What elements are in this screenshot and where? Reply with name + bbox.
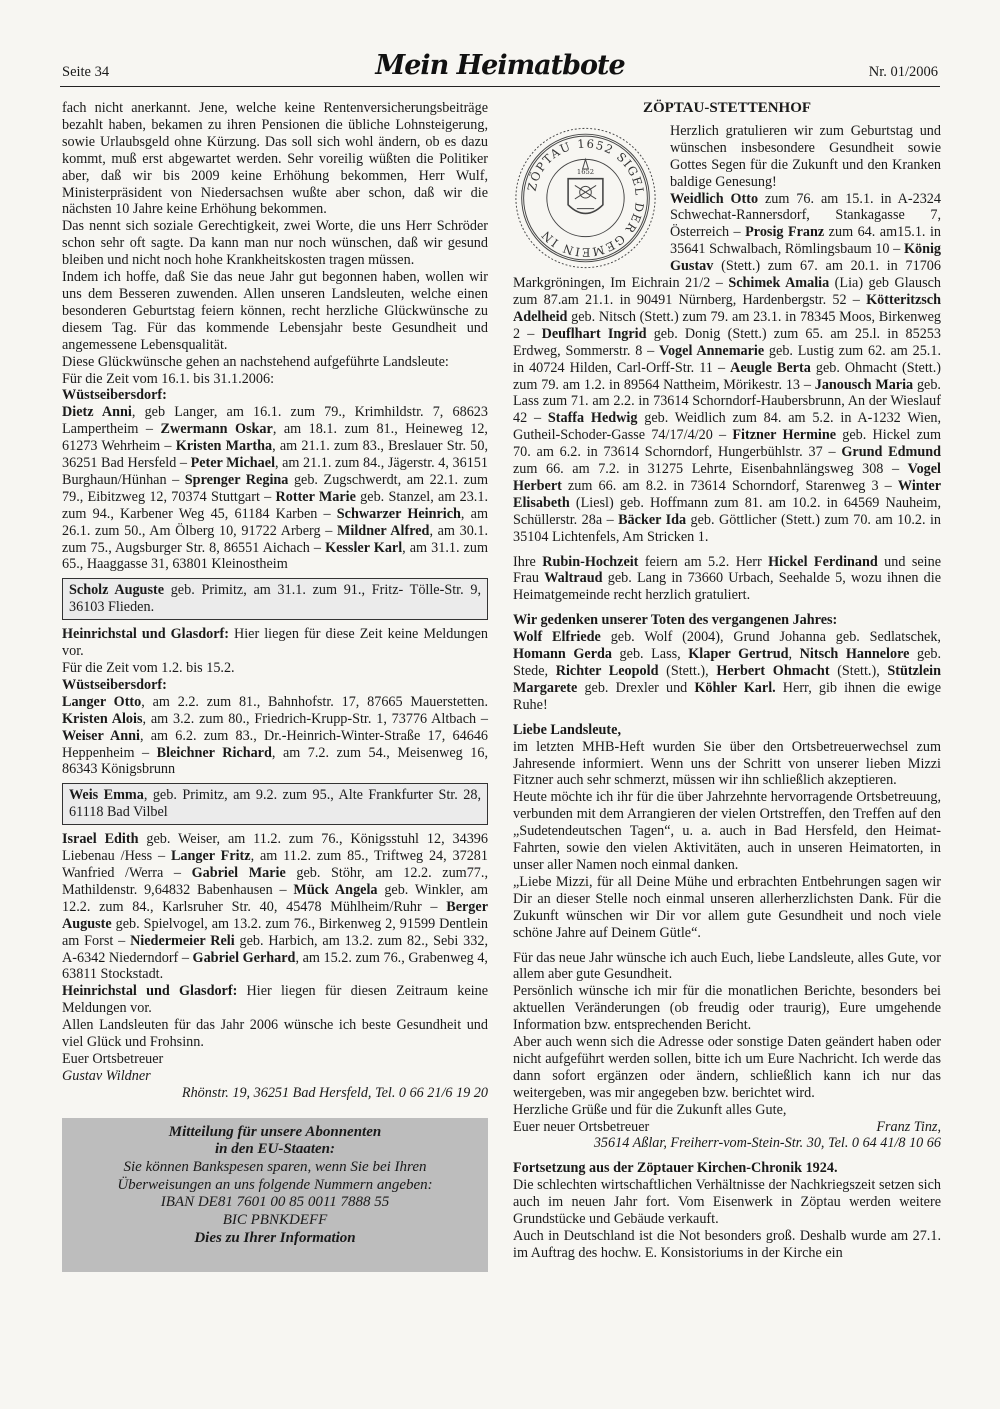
entry-text: (Stett.) zum 67. am 20.1. in 71706 Markgröningen, Im Eichrain 21/2 – — [513, 258, 941, 292]
entry-text: (Lia) geb Glausch zum 87.am 21.1. in 90491 Nürnberg, Hardenbergstr. 52 – — [513, 275, 941, 308]
person-name: Berger Auguste — [62, 898, 488, 932]
spacer — [513, 714, 941, 722]
entry-text: zum 66. am 7.2. in 31275 Lehrte, Eisenbahnlängsweg 308 – — [513, 461, 908, 478]
seal-inscription: ZÖPTAU 1652 SIGEL DER GEMEIN IN — [524, 136, 647, 260]
entry-text: geb. Winkler, am 12.2. zum 84., Karlsruher Str. 40, 45478 Mühlheim/Ruhr – — [62, 881, 488, 915]
signature-address: Rhönstr. 19, 36251 Bad Hersfeld, Tel. 0 66 21/6 19 20 — [181, 1084, 488, 1101]
person-name: Hickel Ferdinand — [768, 553, 878, 570]
entry-text: geb. Lustig zum 62. am 25.1. in 40724 Hilden, Carl-Orff-Str. 11 – — [513, 342, 941, 376]
spacer — [513, 546, 941, 554]
entry-text: zum 76. am 15.1. in A-2324 Schwechat-Rannersdorf, Stankagasse 7, Österreich – — [670, 190, 941, 241]
person-name: Deuflhart Ingrid — [541, 325, 647, 342]
person-name: Winter Elisabeth — [513, 477, 941, 511]
paragraph: Persönlich wünsche ich mir für die monatlichen Berichte, besonders bei aktuellen Veränderungen (ob freudig oder traurig), Eure umgehende Information bzw. entsprechenden Bericht. — [513, 983, 941, 1034]
notice-subtitle: in den EU-Staaten: — [214, 1141, 335, 1158]
person-name: Wolf Elfriede — [513, 629, 601, 646]
notice-iban: IBAN DE81 7601 00 85 0011 7888 55 — [160, 1194, 390, 1211]
entry-text: , am 15.2. zum 76., Grabenweg 4, 63811 Stockstadt. — [62, 949, 488, 983]
person-name: Scholz Auguste — [69, 582, 164, 599]
paragraph: Heute möchte ich ihr für die über Jahrzehnte hervorragende Ortsbetreuung, verbunden mit dem Arrangieren der vielen Ortstreffen, den Treffen auf den „Sudetendeutschen Tagen“, u. a. auch in Bad Hersfeld, den Heimat-Fahrten, sowie den vielen Aktivitäten, auch in unseren Heimatorten, in unser aller Namen noch einmal danken. — [513, 789, 941, 873]
person-name: Sprenger Regina — [184, 471, 289, 488]
period-label: Für die Zeit vom 1.2. bis 15.2. — [62, 660, 235, 676]
person-name: Stützlein Margarete — [513, 663, 941, 696]
person-name: Nitsch Hannelore — [799, 646, 910, 663]
person-name: Köhler Karl. — [694, 679, 776, 696]
spacer — [513, 942, 941, 950]
person-name: Aeugle Berta — [730, 359, 811, 376]
entry-text: geb. Göttlicher (Stett.) zum 70. am 10.2. in 35104 Lichtenfels, Am Stricken 1. — [513, 511, 941, 545]
notice-line: Sie können Bankspesen sparen, wenn Sie bei Ihren — [123, 1159, 427, 1176]
birthday-list — [62, 694, 488, 779]
entry-text: geb. Stanzel, am 23.1. zum 94., Karbener Weg 45, 61184 Karben – — [62, 488, 488, 522]
entry-text: geb. Lass, — [612, 646, 689, 663]
entry-text: (Liesl) geb. Hoffmann zum 81. am 10.2. in 64569 Nauheim, Schüllerstr. 28a – — [513, 494, 941, 528]
entry-text: , am 7.2. zum 54., Meisenweg 16, 86343 Königsbrunn — [62, 744, 488, 778]
person-name: Mück Angela — [293, 881, 378, 898]
section-heading: Heinrichstal und Glasdorf: — [62, 983, 238, 1000]
entry-text: geb. Ohmacht (Stett.) zum 79. am 1.2. in 89564 Nattheim, Mörikestr. 13 – — [513, 359, 941, 393]
entry-text: , am 21.1. zum 83., Breslauer Str. 50, 36251 Bad Hersfeld – — [62, 438, 488, 472]
anniversary-paragraph — [513, 554, 941, 605]
section-heading: Wüstseibersdorf: — [62, 676, 167, 693]
entry-text: geb. Weiser, am 11.2. zum 76., Königsstuhl 12, 34396 Liebenau /Hess – — [62, 831, 488, 865]
entry-text: , am 30.1. zum 75., Augsburger Str. 8, 86551 Aichach – — [62, 522, 488, 556]
notice-bic: BIC PBNKDEFF — [222, 1212, 328, 1229]
person-name: Rotter Marie — [275, 488, 356, 505]
entry-text: geb. Stöhr, am 12.2. zum77., Mathildenstr. 9,64832 Babenhausen – — [62, 864, 488, 898]
paragraph: Indem ich hoffe, daß Sie das neue Jahr gut begonnen haben, wollen wir uns dem Besseren zuwenden. Allen unseren Landsleuten, welche einen besonderen Geburtstag feiern können, recht herzliche Glückwünsche zu diesem Tag. Für das kommende Lebensjahr beste Gesundheit und angemessene Lebensqualität. — [62, 269, 488, 353]
entry-text: geb. Lass zum 71. am 2.2. in 73614 Schorndorf-Haubersbrunn, An der Wieslauf 42 – — [513, 376, 941, 427]
section-heading: Wir gedenken unserer Toten des vergangenen Jahres: — [513, 612, 838, 629]
entry-text: geb. Zugschwerdt, am 22.1. zum 79., Eibitzweg 12, 70374 Stuttgart – — [62, 471, 488, 505]
entry-text: zum 66. am 8.2. in 73614 Schorndorf, Starenweg 3 – — [561, 477, 898, 494]
spacer — [513, 604, 941, 612]
entry-text: feiern am 5.2. Herr — [638, 553, 769, 570]
section-heading: Liebe Landsleute, — [513, 721, 621, 738]
paragraph: Das nennt sich soziale Gerechtigkeit, zwei Worte, die uns Herr Schröder schon sehr oft sagte. Da kann man nur noch wünschen, daß wir gesund bleiben und nicht noch hohe Krankheitskosten tragen müssen. — [62, 218, 488, 269]
paragraph: Auch in Deutschland ist die Not besonders groß. Deshalb wurde am 27.1. im Auftrag des hochw. E. Konsistoriums in der Kirche ein — [513, 1228, 941, 1261]
entry-text: , am 6.2. zum 83., Dr.-Heinrich-Winter-Straße 17, 64646 Heppenheim – — [62, 727, 489, 761]
entry-text: , — [788, 646, 800, 663]
subscriber-notice — [62, 1118, 488, 1272]
paragraph — [62, 626, 488, 660]
entry-text: , geb Langer, am 16.1. zum 79., Krimhildstr. 7, 68623 Lampertheim – — [62, 404, 488, 438]
person-name: Herbert Ohmacht — [716, 663, 830, 679]
paragraph: Diese Glückwünsche gehen an nachstehend aufgeführte Landsleute: — [62, 353, 449, 370]
entry-text: geb. Harbich, am 13.2. zum 82., Sebi 332, A-6342 Niederndorf – — [62, 932, 488, 966]
person-name: Langer Fritz — [170, 848, 251, 865]
person-name: Peter Michael — [190, 455, 276, 472]
person-name: Kessler Karl — [325, 539, 403, 556]
issue-number: Nr. 01/2006 — [868, 64, 938, 80]
paragraph — [62, 983, 488, 1017]
entry-text: Hier liegen für diese Zeit keine Meldungen vor. — [62, 626, 488, 660]
signature-name: Franz Tinz, — [876, 1118, 941, 1135]
paragraph: Die schlechten wirtschaftlichen Verhältnisse der Nachkriegszeit setzen sich auch im neuen Jahr fort. Vom Eisenwerk in Zöptau werden weitere Grundstücke und Gebäude verkauft. — [513, 1177, 941, 1228]
person-name: Vogel Annemarie — [659, 342, 765, 359]
entry-text: , am 26.1. zum 50., Am Ölberg 10, 91722 Arberg – — [62, 505, 488, 539]
person-name: Weidlich Otto — [670, 190, 759, 207]
signature-name: Gustav Wildner — [62, 1067, 151, 1084]
person-name: Janousch Maria — [814, 376, 914, 393]
person-name: Langer Otto — [62, 693, 142, 710]
person-name: Weiser Anni — [62, 727, 140, 744]
entry-text: Ihre — [513, 553, 543, 570]
person-name: Mildner Alfred — [337, 522, 430, 539]
header-rule — [60, 86, 940, 87]
notice-title: Mitteilung für unsere Abonnenten — [168, 1123, 382, 1140]
highlight-box — [62, 578, 488, 620]
right-column — [513, 100, 941, 1262]
person-name: Israel Edith — [62, 831, 139, 848]
highlight-box — [62, 783, 488, 825]
paragraph: „Liebe Mizzi, für all Deine Mühe und erbrachten Entbehrungen sagen wir Dir an dieser Stelle noch einmal unseren allerherzlichsten Dank. Für die Zukunft wünschen wir Dir vor allem gute Gesundheit und noch viele schöne Jahre auf Deinem Gütle“. — [513, 873, 941, 941]
entry-text: geb. Wolf (2004), Grund Johanna geb. Sedlatschek, — [600, 629, 941, 646]
person-name: Rubin-Hochzeit — [542, 553, 639, 570]
paragraph: im letzten MHB-Heft wurden Sie über den Ortsbetreuerwechsel zum Jahresende informiert. Wenn uns der Schritt von unserer lieben Mizzi Fitzner auch sehr schmerzt, müssen wir ihn schließlich akzeptieren. — [513, 738, 941, 789]
entry-text: geb. Drexler und — [577, 679, 695, 696]
entry-text: geb. Stede, — [513, 646, 942, 679]
entry-text: (Stett.), — [829, 663, 888, 679]
person-name: Richter Leopold — [555, 663, 659, 679]
closing-paragraph: Allen Landsleuten für das Jahr 2006 wünsche ich beste Gesundheit und viel Glück und Frohsinn. — [62, 1017, 488, 1051]
period-label: Für die Zeit vom 16.1. bis 31.1.2006: — [62, 370, 275, 387]
person-name: Kristen Martha — [175, 438, 273, 455]
entry-text: zum 64. am15.1. in 35641 Schwalbach, Römlingsbaum 10 – — [670, 224, 941, 258]
person-name: König Gustav — [670, 241, 941, 275]
masthead-logo: Mein Heimatbote — [375, 50, 625, 81]
entry-text: Herr, gib ihnen die ewige Ruhe! — [513, 679, 941, 713]
paragraph: Herzliche Grüße und für die Zukunft alles Gute, — [513, 1101, 787, 1118]
entry-text: (Stett.), — [658, 663, 717, 679]
entry-text: geb. Donig (Stett.) zum 65. am 25.l. in 85253 Erdweg, Sommerstr. 8 – — [513, 325, 941, 359]
greeting-paragraph: Herzlich gratulieren wir zum Geburtstag und wünschen insbesondere Gesundheit sowie Gottes Segen für die Zukunft und den Kranken baldige Genesung! — [670, 122, 941, 190]
person-name: Bäcker Ida — [618, 511, 687, 528]
left-column — [62, 100, 488, 1272]
entry-text: , am 11.2. zum 85., Triftweg 24, 37281 Wanfried /Werra – — [62, 848, 488, 881]
section-heading: Wüstseibersdorf: — [62, 387, 167, 404]
entry-text: , am 18.1. zum 81., Heineweg 12, 61273 Wehrheim – — [62, 421, 488, 455]
entry-text: geb. Spielvogel, am 13.2. zum 76., Birkenweg 2, 91599 Dentlein am Forst – — [62, 915, 488, 949]
person-name: Schwarzer Heinrich — [336, 505, 461, 522]
signature-address: 35614 Aßlar, Freiherr-vom-Stein-Str. 30, Tel. 0 64 41/8 10 66 — [593, 1135, 941, 1152]
person-name: Kötteritzsch Adelheid — [513, 291, 941, 325]
person-name: Vogel Herbert — [513, 461, 941, 494]
notice-footer: Dies zu Ihrer Information — [194, 1229, 356, 1246]
person-name: Staffa Hedwig — [547, 410, 638, 427]
obituary-list — [513, 629, 941, 714]
entry-text: geb. Primitz, am 31.1. zum 91., Fritz- Tölle-Str. 9, 36103 Flieden. — [69, 582, 481, 616]
birthday-list — [62, 404, 488, 573]
signature-role: Euer neuer Ortsbetreuer — [513, 1118, 650, 1135]
entry-text: geb. Lang in 73660 Urbach, Seehalde 5, wozu ihnen die Heimatgemeinde recht herzlich gratuliert. — [513, 570, 941, 604]
person-name: Homann Gerda — [513, 646, 612, 663]
person-name: Prosig Franz — [745, 224, 825, 241]
person-name: Zwermann Oskar — [160, 421, 273, 438]
person-name: Dietz Anni — [62, 404, 132, 421]
signature-role: Euer Ortsbetreuer — [62, 1050, 164, 1067]
entry-text: , am 31.1. zum 65., Haaggasse 31, 63801 Kleinostheim — [62, 539, 488, 573]
entry-text: , am 2.2. zum 81., Bahnhofstr. 17, 87665 Mauerstetten. — [141, 693, 488, 710]
intro-paragraph: fach nicht anerkannt. Jene, welche keine Rentenversicherungsbeiträge bezahlt haben, bekamen zu ihren Pensionen die übliche Lohnsteigerung, sowie Urlaubsgeld ohne Kürzung. Das soll sich wohl ändern, ob es dazu kommt, muß erst abgewartet werden. Sehr voreilig wüßten die Politiker aber, daß wir bis 2009 keine Erhöhung bekommen, Herr Wulf, Ministerpräsident von Niedersachsen wußte aber schon, daß wir die nächsten 10 Jahre keine Erhöhung bekommen. — [62, 100, 488, 218]
entry-text: , geb. Primitz, am 9.2. zum 95., Alte Frankfurter Str. 28, 61118 Bad Vilbel — [69, 787, 481, 821]
person-name: Schimek Amalia — [728, 275, 830, 292]
section-heading: Heinrichstal und Glasdorf: — [62, 626, 229, 643]
entry-text: geb. Nitsch (Stett.) zum 79. am 23.1. in 78345 Moos, Birkenweg 2 – — [513, 308, 941, 342]
person-name: Bleichner Richard — [156, 744, 272, 761]
person-name: Weis Emma — [69, 787, 144, 804]
person-name: Kristen Alois — [62, 710, 143, 727]
entry-text: geb. Hickel zum 70. am 6.2. in 73614 Schorndorf, Hungerbühlstr. 37 – — [513, 427, 941, 461]
entry-text: Hier liegen für diesen Zeitraum keine Meldungen vor. — [62, 983, 488, 1017]
person-name: Gabriel Gerhard — [192, 949, 296, 966]
birthday-list — [62, 831, 488, 983]
village-seal-image — [513, 123, 658, 273]
entry-text: , am 21.1. zum 84., Jägerstr. 4, 36151 Burghaun/Hünhan – — [62, 455, 488, 488]
signature-row — [513, 1119, 941, 1136]
person-name: Niedermeier Reli — [130, 932, 235, 949]
paragraph: Aber auch wenn sich die Adresse oder sonstige Daten geändert haben oder nicht aufgeführt werden sollen, bitte ich um Eure Nachricht. Ich werde das dann sofort ergänzen oder ändern, schließlich kann ich nur das weitergeben, was mir angegeben bzw. berichtet wird. — [513, 1034, 941, 1101]
spacer — [513, 1152, 941, 1160]
person-name: Klaper Gertrud — [688, 646, 789, 663]
person-name: Gabriel Marie — [191, 864, 286, 881]
entry-text: , am 3.2. zum 80., Friedrich-Krupp-Str. 1, 73776 Altbach – — [142, 710, 488, 727]
person-name: Grund Edmund — [841, 444, 941, 461]
notice-line: Überweisungen an uns folgende Nummern angeben: — [117, 1176, 433, 1193]
entry-text: geb. Weidlich zum 84. am 5.2. in A-1232 Wien, Gutheil-Schoder-Gasse 74/17/4/20 – — [513, 410, 942, 444]
section-title: ZÖPTAU-STETTENHOF — [642, 100, 812, 116]
entry-text: und seine Frau — [513, 553, 942, 587]
paragraph: Für das neue Jahr wünsche ich auch Euch, liebe Landsleute, alles Gute, vor allem aber gute Gesundheit. — [513, 949, 941, 983]
page-number: Seite 34 — [62, 64, 110, 80]
person-name: Fitzner Hermine — [732, 427, 837, 444]
section-heading: Fortsetzung aus der Zöptauer Kirchen-Chronik 1924. — [513, 1160, 838, 1177]
seal-year: 1652 — [576, 167, 595, 176]
person-name: Waltraud — [544, 570, 603, 587]
